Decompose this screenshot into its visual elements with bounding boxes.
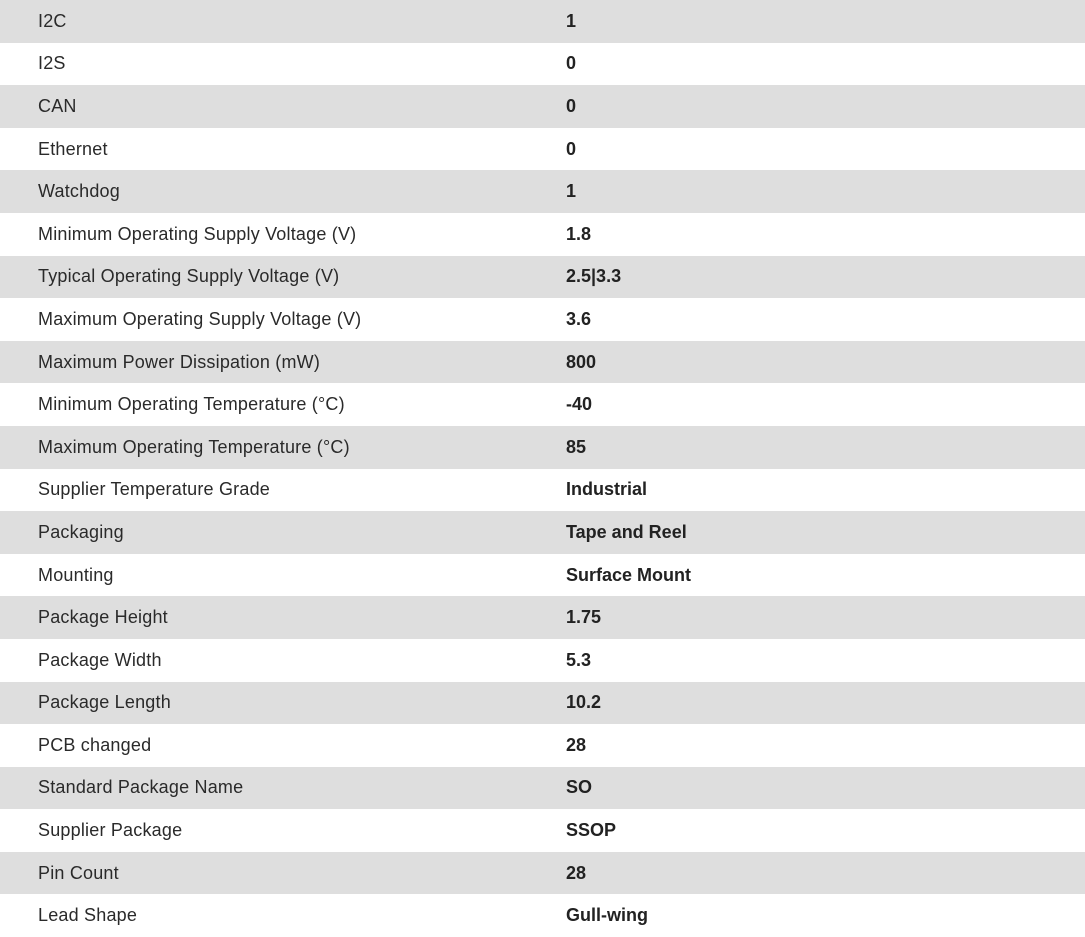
spec-label: Ethernet (38, 138, 108, 159)
spec-value: 0 (566, 95, 577, 116)
spec-value: Surface Mount (566, 564, 692, 585)
spec-label: Maximum Power Dissipation (mW) (38, 351, 321, 372)
spec-row-package-width (0, 639, 1085, 682)
spec-row-typical-supply-voltage (0, 256, 1085, 299)
spec-row-pcb-changed (0, 724, 1085, 767)
spec-value: 85 (566, 436, 587, 457)
spec-value: Gull-wing (566, 905, 648, 926)
spec-value: Tape and Reel (566, 521, 687, 542)
spec-label: Supplier Temperature Grade (38, 479, 270, 500)
spec-label: Maximum Operating Supply Voltage (V) (38, 308, 362, 329)
spec-value: 1 (566, 10, 577, 31)
spec-row-supplier-temperature-grade (0, 469, 1085, 512)
spec-label: I2S (38, 53, 66, 74)
spec-value: 3.6 (566, 308, 592, 329)
spec-label: I2C (38, 10, 67, 31)
spec-label: Package Height (38, 607, 168, 628)
spec-label: CAN (38, 95, 77, 116)
spec-label: Minimum Operating Temperature (°C) (38, 394, 345, 415)
spec-row-i2s (0, 43, 1085, 86)
spec-value: 800 (566, 351, 597, 372)
spec-value: 1.75 (566, 607, 602, 628)
spec-row-min-operating-temperature (0, 383, 1085, 426)
spec-row-pin-count (0, 852, 1085, 895)
spec-row-min-supply-voltage (0, 213, 1085, 256)
spec-row-package-length (0, 682, 1085, 725)
spec-row-supplier-package (0, 809, 1085, 852)
spec-row-lead-shape (0, 894, 1085, 937)
spec-row-max-power-dissipation (0, 341, 1085, 384)
spec-label: Package Length (38, 692, 171, 713)
spec-label: Packaging (38, 521, 124, 542)
spec-label: Minimum Operating Supply Voltage (V) (38, 223, 357, 244)
spec-row-packaging (0, 511, 1085, 554)
spec-row-package-height (0, 596, 1085, 639)
spec-value: Industrial (566, 479, 648, 500)
spec-label: Supplier Package (38, 820, 183, 841)
spec-row-i2c (0, 0, 1085, 43)
spec-value: 1.8 (566, 223, 592, 244)
spec-row-standard-package-name (0, 767, 1085, 810)
spec-row-max-supply-voltage (0, 298, 1085, 341)
spec-label: Package Width (38, 649, 162, 670)
spec-row-can (0, 85, 1085, 128)
spec-label: Lead Shape (38, 905, 138, 926)
spec-value: 28 (566, 734, 587, 755)
spec-value: 5.3 (566, 649, 592, 670)
spec-value: 10.2 (566, 692, 602, 713)
spec-row-watchdog (0, 170, 1085, 213)
spec-value: 0 (566, 138, 577, 159)
spec-value: 1 (566, 181, 577, 202)
spec-row-ethernet (0, 128, 1085, 171)
spec-label: Watchdog (38, 181, 120, 202)
spec-label: Mounting (38, 564, 114, 585)
spec-label: Pin Count (38, 862, 119, 883)
spec-value: 0 (566, 53, 577, 74)
spec-row-max-operating-temperature (0, 426, 1085, 469)
spec-value: 28 (566, 862, 587, 883)
spec-row-mounting (0, 554, 1085, 597)
spec-value: SO (566, 777, 593, 798)
spec-label: Standard Package Name (38, 777, 244, 798)
spec-value: -40 (566, 394, 593, 415)
spec-label: PCB changed (38, 734, 152, 755)
spec-label: Typical Operating Supply Voltage (V) (38, 266, 340, 287)
spec-label: Maximum Operating Temperature (°C) (38, 436, 350, 457)
spec-value: 2.5|3.3 (566, 266, 622, 287)
spec-value: SSOP (566, 820, 617, 841)
